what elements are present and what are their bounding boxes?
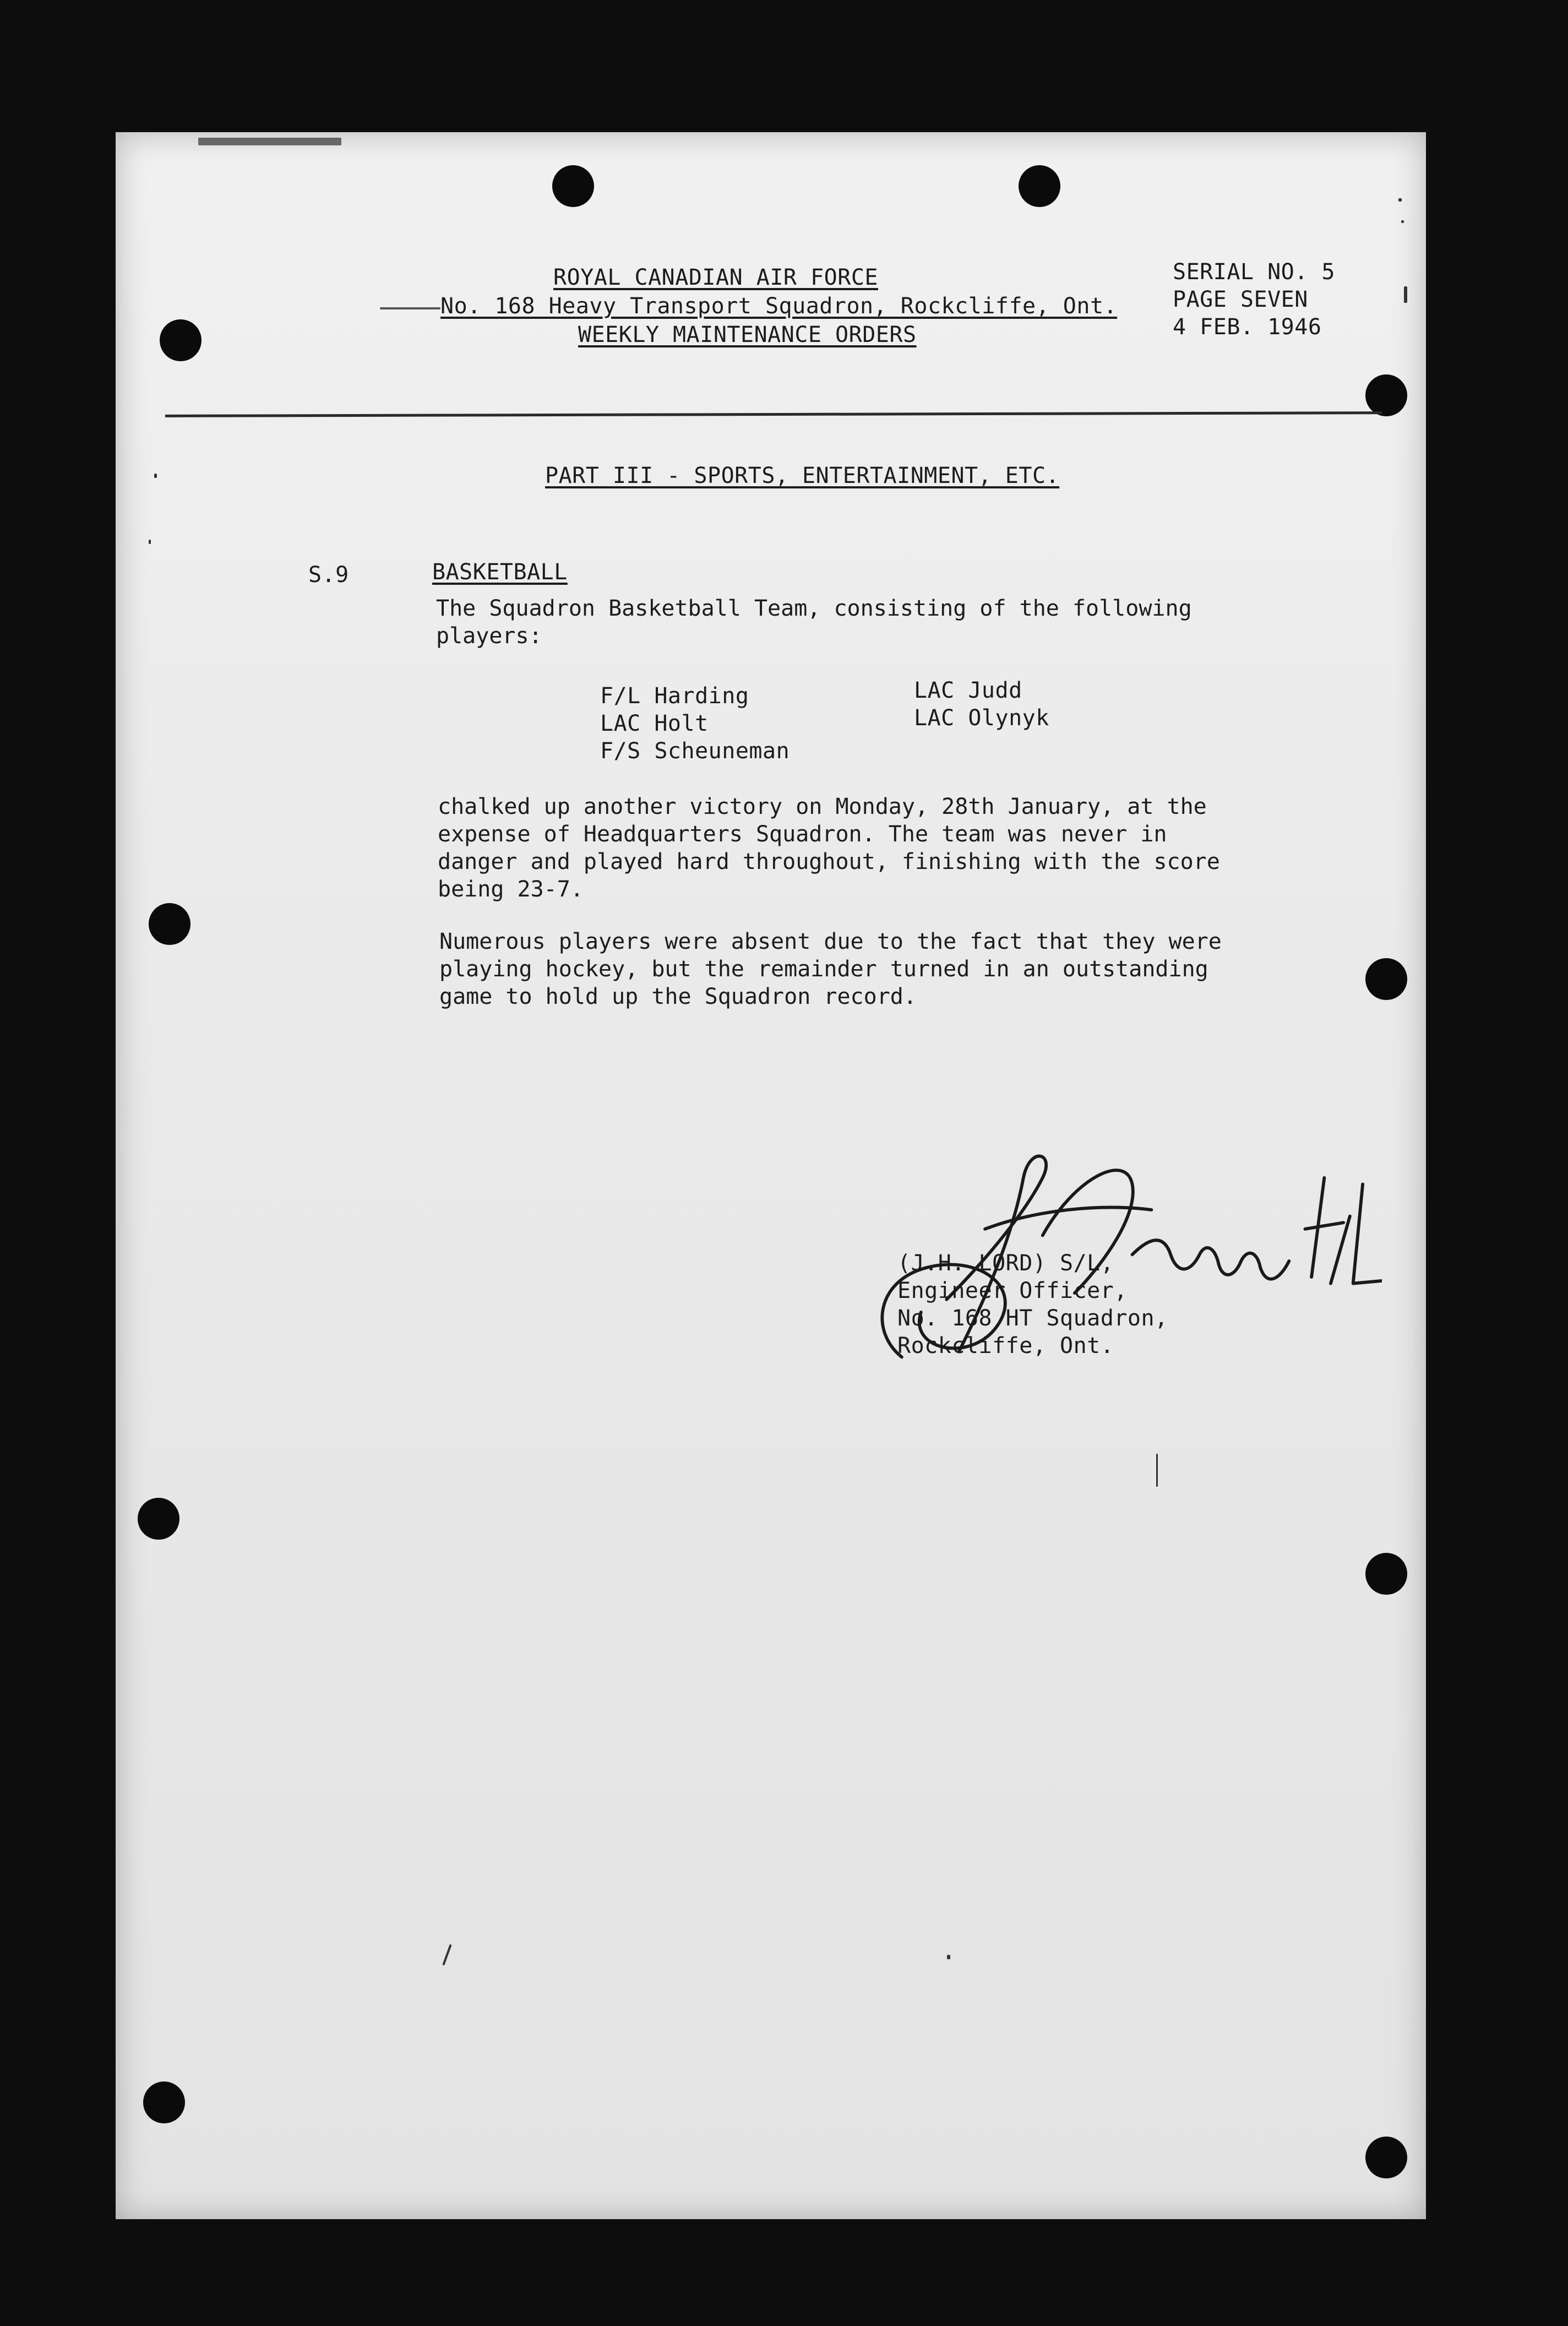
stray-mark — [947, 1955, 950, 1959]
stray-mark — [442, 1944, 451, 1966]
signature-name: (J.H. LORD) S/L, — [897, 1251, 1114, 1276]
punch-hole — [149, 903, 190, 945]
punch-hole — [1365, 1553, 1407, 1595]
header-page: PAGE SEVEN — [1173, 287, 1308, 312]
player-left-2: LAC Holt — [600, 711, 709, 736]
section-paragraph-2: Numerous players were absent due to the fact that they were playing hockey, but the remainder turned in an outstanding game to hold up the Squadron record. — [439, 929, 1222, 1009]
stray-mark — [149, 540, 151, 544]
signature-unit: No. 168 HT Squadron, — [897, 1306, 1168, 1331]
player-right-2: LAC Olynyk — [914, 705, 1049, 731]
header-orders: WEEKLY MAINTENANCE ORDERS — [578, 322, 917, 347]
stray-mark — [1398, 198, 1402, 202]
handwritten-signature — [831, 1134, 1382, 1388]
punch-hole — [160, 319, 202, 361]
punch-hole — [143, 2082, 185, 2123]
punch-hole — [1365, 374, 1407, 416]
section-number: S.9 — [308, 562, 349, 588]
section-intro: The Squadron Basketball Team, consisting of the following players: — [436, 596, 1192, 649]
ink-smudge — [198, 138, 341, 145]
stray-mark — [1401, 220, 1404, 223]
player-right-1: LAC Judd — [914, 678, 1022, 703]
stray-mark — [1404, 286, 1407, 303]
section-title: BASKETBALL — [432, 559, 568, 585]
punch-hole — [552, 165, 594, 207]
stray-mark — [154, 474, 157, 478]
punch-hole — [1019, 165, 1060, 207]
header-serial: SERIAL NO. 5 — [1173, 259, 1335, 285]
header-org: ROYAL CANADIAN AIR FORCE — [553, 265, 878, 290]
punch-hole — [1365, 2137, 1407, 2178]
header-date: 4 FEB. 1946 — [1173, 314, 1322, 340]
part-title: PART III - SPORTS, ENTERTAINMENT, ETC. — [545, 463, 1060, 488]
dash-mark — [380, 307, 440, 309]
player-left-3: F/S Scheuneman — [600, 738, 790, 764]
signature-title: Engineer Officer, — [897, 1278, 1128, 1303]
stray-mark — [1156, 1454, 1158, 1487]
header-rule — [165, 411, 1382, 417]
player-left-1: F/L Harding — [600, 683, 749, 709]
header-unit: No. 168 Heavy Transport Squadron, Rockcliffe, Ont. — [440, 294, 1118, 319]
punch-hole — [138, 1498, 179, 1540]
section-paragraph-1: chalked up another victory on Monday, 28th January, at the expense of Headquarters Squadron. The team was never in danger and played hard throughout, finishing with the score being 23-7. — [438, 794, 1220, 902]
document-page — [116, 132, 1426, 2219]
punch-hole — [1365, 958, 1407, 1000]
signature-location: Rockcliffe, Ont. — [897, 1333, 1114, 1358]
